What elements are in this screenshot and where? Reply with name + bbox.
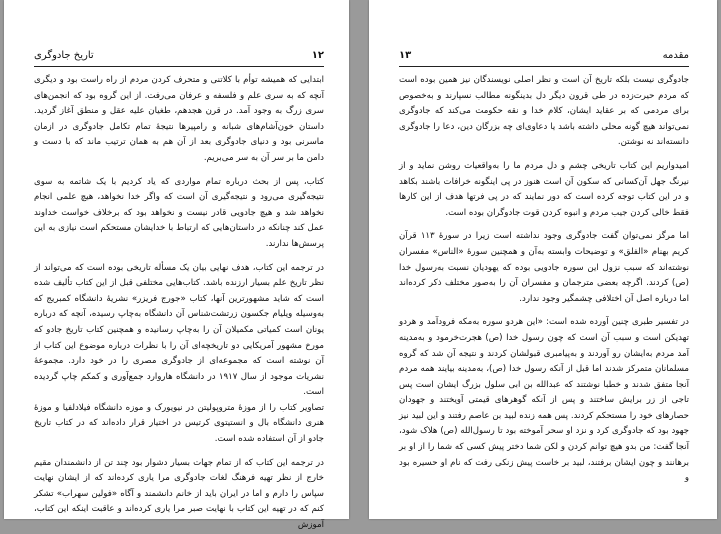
left-page-header-rule bbox=[34, 66, 324, 67]
right-paragraph-2: امیدواریم این کتاب تاریخی چشم و دل مردم ما را به‌واقعیات روشن نماید و از نیرنگ جهل آن‌کسانی که سکون آن است هنوز در پی اینگونه خرافات باشند بکاهد و در این کتاب توجه کرده است که دور نمایند که در پی فرتها هدف از این کارها فقط خالی کردن جیب مردم و انبوه کردن قوت جادوگران بوده است. bbox=[399, 160, 689, 218]
right-page bbox=[369, 0, 717, 519]
left-page-number: ۱۲ bbox=[311, 50, 324, 61]
right-page-running-title: مقدمه bbox=[662, 50, 689, 61]
right-paragraph-4: در تفسیر طبری چنین آورده شده است: «این هردو سوره به‌مکه فرودآمد و هردو تهدیکن است و سبب آن است که چون رسول خدا (ص) هجرت‌خرمود و به‌مدینه آمد مردم به‌ایشان رو آوردند و به‌پیامبری قبولشان کردند و نتیجه آن شد که گروه مسلمانان متمرکز شدند اما قبل از آنکه رسول خدا (ص)، به‌مدینه بیایند همه مردم آنجا متفق شدند و خطبا نوشتند که عبدالله بن ابی سلول بزرگ ایشان است پس تاجی از زر برایش ساختند و پس از آنکه گوهرهای قیمتی آویختند و جهودان حصارهای خود را مستحکم کردند. پس همه زنده لبید بن عاصم رفتند و این لبید نیز جهود بود که جادوگری کرد و نزد او سحر آموخته بود تا رسول‌الله (ص) هلاک شود، آنجا گفت: من بدو هیچ توانم کردن و لکن شما دختر پیش کسی که شما را از او بر برهانند و چون ایشان برفتند، لبید بر خاست پیش زنکی رفت که نام او حسیره بود و bbox=[399, 317, 689, 484]
left-page bbox=[4, 0, 349, 531]
left-paragraph-4: تصاویر کتاب را از موزهٔ متروپولیتن در نیویورک و موزه دانشگاه فیلادلفیا و موزهٔ هنری دانشگاه بال و انستیتوی کرتیس در اختیار قرار داده‌اند که در کتاب تاریخ جادو از آن استفاده شده است. bbox=[34, 402, 324, 445]
left-paragraph-5: در ترجمه این کتاب که از تمام جهات بسیار دشوار بود چند تن از دانشمندان مقیم خارج از نظر تهیه فرهنگ لغات جادوگری مرا یاری کرده‌اند که از ایشان نهایت سپاس را دارم و اما در ایران باید از خانم دانشمند و آگاه «فولین سهراب» تشکر کنم که در تهیه این کتاب با نهایت صبر مرا یاری کرده‌اند و عاقبت اینکه این کتاب، آموزش bbox=[34, 457, 324, 531]
left-paragraph-2: کتاب، پس از بحث درباره تمام مواردی که یاد کردیم با یک شاتمه به سوی نتیجه‌گیری می‌رود و نتیجه‌گیری آن است که واگر خدا نخواهد، هیچ علمی انجام نخواهد شد و هیچ جادویی قادر نیست و نخواهد بود که برخلاف خواست خداوند عمل کند چنانکه در داستان‌هایی که ارتباط با خدایشان مستحکم است نیازی به این پرسش‌ها ندارند. bbox=[34, 176, 324, 249]
left-page-header bbox=[34, 50, 324, 64]
left-paragraph-1: ابتدایی که همیشه توأم با کلاتنی و متحرف کردن مردم از راه راست بود و دیگری آنچه که به سری علم و فلسفه و عرفان می‌رفت. از این گروه بود که انجمن‌های سری زرگ به وجود آمد. در قرن هجدهم، طغیان علیه عقل و منطق آغاز گردید. داستان خون‌آشام‌های شبانه و رامپیرها نتیجهٔ تمام تکامل جادوگری در ازمان ماسرنی بود و دنیای جادوگری بعد از آن هم به همان ترتیب ماند که با دست و دامن ما بر سر آن به سر می‌بریم. bbox=[34, 75, 324, 163]
left-paragraph-3: در ترجمه این کتاب، هدف نهایی بیان یک مسأله تاریخی بوده است که می‌تواند از نظر تاریخ علم بسیار ارزنده باشد. کتاب‌هایی مختلفی قبل از این کتاب تألیف شده است که شاید مشهورترین آنها، کتاب «جورج فریزر» نشریهٔ دانشگاه کمبریج که به‌وسیله ویلیام جکسون زرتشت‌شناس آن دانشگاه به‌چاپ رسیده، آنچه که درباره یونان است کمیاتی مکمیلان آن را به‌چاپ رسانیده و همچنین کتاب تاریخ جادو که مورخ مشهور آمریکایی دو تاریخچه‌ای آن را با نظرات درباره موضوع این کتاب از آن نوشته است که مجموعه‌ای از جادوگری مصری را در خود دارد. مجموعهٔ نشریات موجود از سال ۱۹۱۷ در دانشگاه هاروارد جمع‌آوری و کمکم چاپ گردیده است. bbox=[34, 262, 324, 398]
right-page-header bbox=[399, 50, 689, 64]
right-page-header-rule bbox=[399, 66, 689, 67]
left-page-running-title: تاریخ جادوگری bbox=[34, 50, 94, 61]
right-page-number: ۱۳ bbox=[399, 50, 412, 61]
right-paragraph-3: اما مرگز نمی‌توان گفت جادوگری وجود نداشته است زیرا در سورهٔ ۱۱۳ قرآن کریم بهنام «الفلق» و توضیحات وابسته به‌آن و همچنین سورهٔ «الناس» مفسران نوشته‌اند که سبب نزول این سوره جادویی بوده که یهودیان نسبت به‌رسول خدا (ص) کردند. اگرچه بعضی مترجمان و مفسران آن را به‌صور مختلف ذکر کرده‌اند اما درباره اصل آن اختلافی چشمگیر وجود ندارد. bbox=[399, 231, 690, 304]
right-paragraph-1: جادوگری نیست بلکه تاریخ آن است و نظر اصلی نویسندگان نیز همین بوده است که مردم حیرت‌زده در طی قرون دیگر دل بدینگونه مطالب نسپارند و به‌خصوص برای مردمی که بر عقاید ایشان، کلام خدا و نقه حکومت می‌کند که جادوگری نمی‌تواند هیچ گونه محلی داشته باشد یا دعاوی‌ای چه بزرگان دین، دعا را جادوگری دانسته‌اند نه نوشتن. bbox=[399, 75, 689, 148]
right-page-body bbox=[399, 73, 689, 487]
left-page-body bbox=[34, 73, 324, 534]
